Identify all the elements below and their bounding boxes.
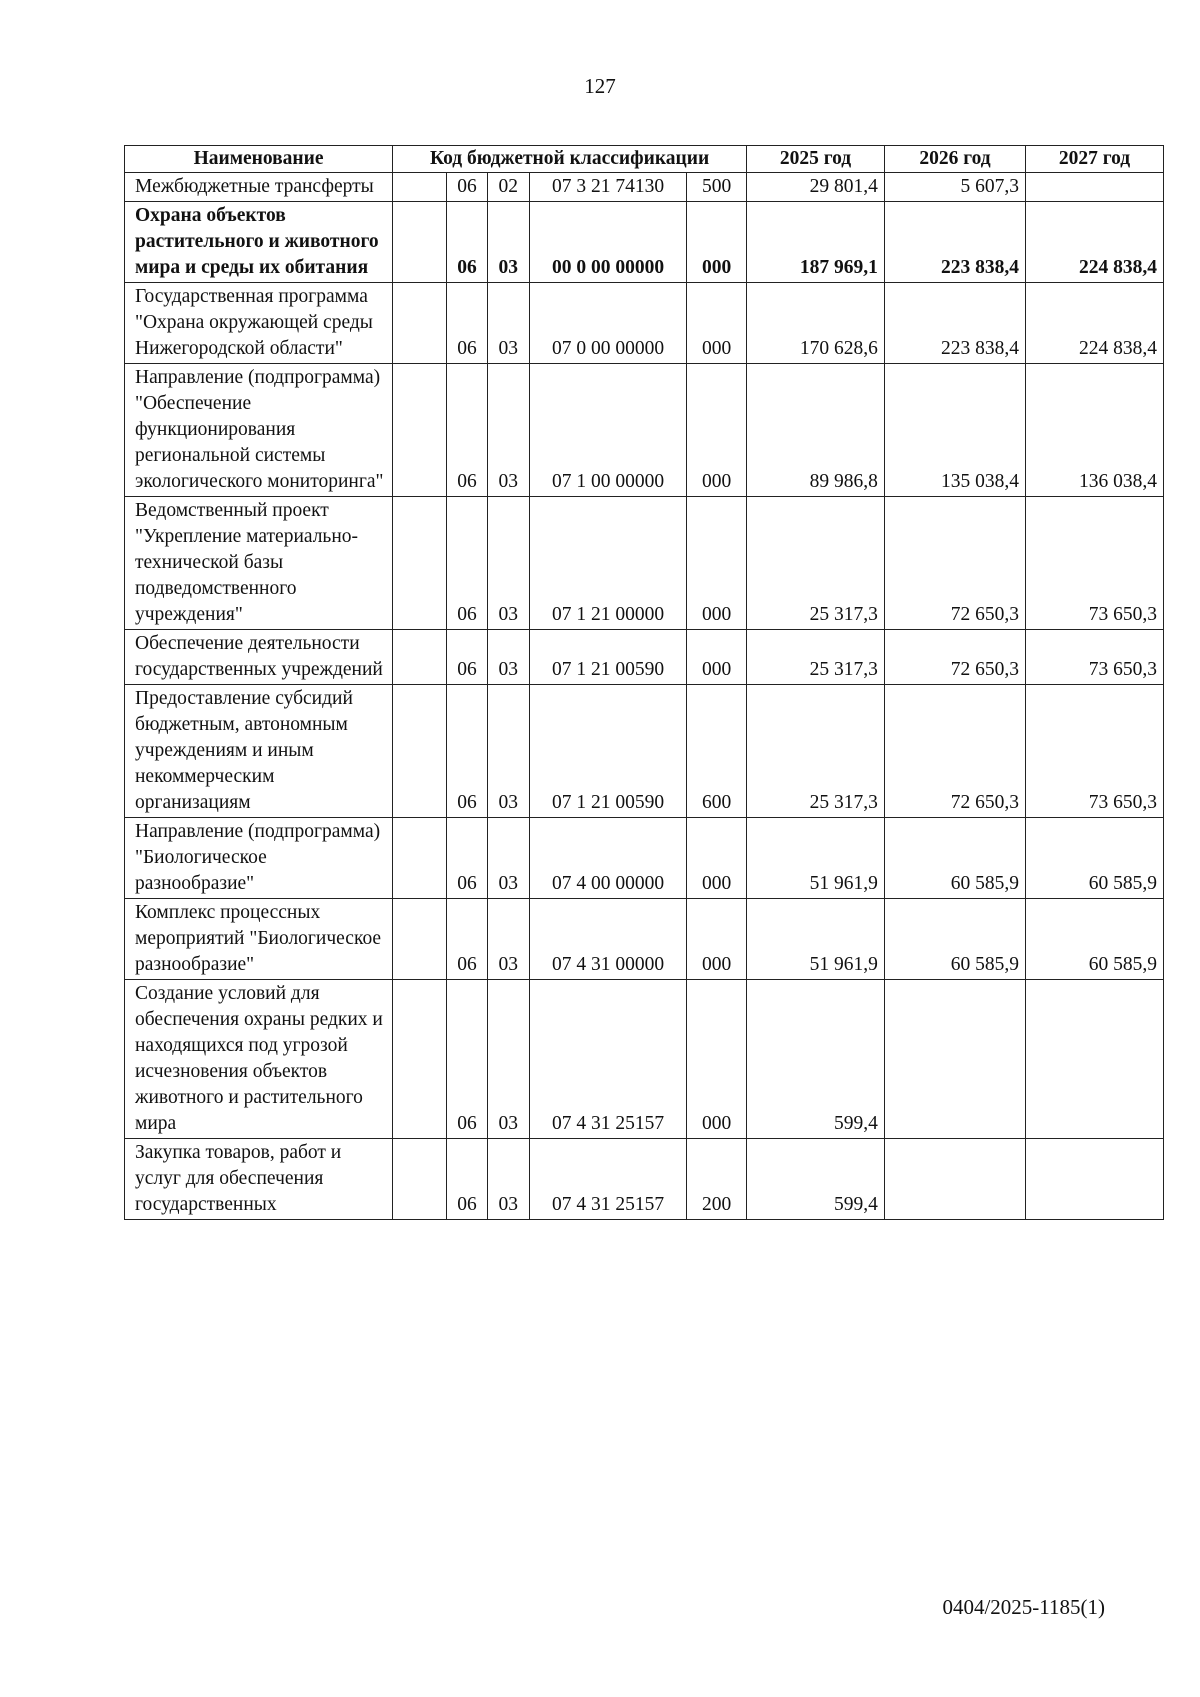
cell-section: 06 <box>447 630 487 685</box>
cell-name: Направление (подпрограмма) "Обеспечение функционирования региональной системы экологического мониторинга" <box>125 364 393 497</box>
header-2027: 2027 год <box>1026 146 1164 173</box>
cell-name: Государственная программа "Охрана окружающей среды Нижегородской области" <box>125 283 393 364</box>
cell-code-1 <box>393 497 447 630</box>
cell-code-1 <box>393 202 447 283</box>
table-row <box>125 283 1164 364</box>
cell-section: 06 <box>447 980 487 1139</box>
cell-section: 06 <box>447 283 487 364</box>
cell-2025: 25 317,3 <box>747 497 885 630</box>
header-name: Наименование <box>125 146 393 173</box>
table-row <box>125 980 1164 1139</box>
cell-name: Комплекс процессных мероприятий "Биологическое разнообразие" <box>125 899 393 980</box>
cell-target-article: 07 1 21 00000 <box>529 497 686 630</box>
cell-code-1 <box>393 283 447 364</box>
cell-2027: 60 585,9 <box>1026 818 1164 899</box>
cell-code-1 <box>393 1139 447 1220</box>
cell-subsection: 02 <box>487 173 529 202</box>
cell-subsection: 03 <box>487 818 529 899</box>
cell-2027: 73 650,3 <box>1026 685 1164 818</box>
cell-expense-type: 000 <box>687 980 747 1139</box>
cell-code-1 <box>393 899 447 980</box>
budget-table <box>124 145 1164 1220</box>
cell-target-article: 07 3 21 74130 <box>529 173 686 202</box>
cell-2026: 60 585,9 <box>884 899 1025 980</box>
cell-subsection: 03 <box>487 283 529 364</box>
cell-section: 06 <box>447 364 487 497</box>
table-row <box>125 497 1164 630</box>
cell-section: 06 <box>447 1139 487 1220</box>
header-2026: 2026 год <box>884 146 1025 173</box>
cell-subsection: 03 <box>487 202 529 283</box>
cell-code-1 <box>393 173 447 202</box>
table-row <box>125 364 1164 497</box>
cell-target-article: 07 4 31 25157 <box>529 1139 686 1220</box>
cell-expense-type: 200 <box>687 1139 747 1220</box>
cell-2026: 72 650,3 <box>884 497 1025 630</box>
cell-name: Ведомственный проект "Укрепление материально-технической базы подведомственного учреждения" <box>125 497 393 630</box>
cell-expense-type: 000 <box>687 202 747 283</box>
cell-2025: 599,4 <box>747 980 885 1139</box>
cell-target-article: 07 4 00 00000 <box>529 818 686 899</box>
cell-subsection: 03 <box>487 497 529 630</box>
cell-2025: 51 961,9 <box>747 899 885 980</box>
cell-2026: 72 650,3 <box>884 685 1025 818</box>
cell-expense-type: 000 <box>687 630 747 685</box>
cell-2025: 51 961,9 <box>747 818 885 899</box>
cell-name: Создание условий для обеспечения охраны редких и находящихся под угрозой исчезновения объектов животного и растительного мира <box>125 980 393 1139</box>
cell-2025: 25 317,3 <box>747 630 885 685</box>
cell-2027 <box>1026 173 1164 202</box>
cell-target-article: 07 4 31 00000 <box>529 899 686 980</box>
table-row <box>125 202 1164 283</box>
cell-expense-type: 000 <box>687 497 747 630</box>
cell-subsection: 03 <box>487 899 529 980</box>
cell-name: Направление (подпрограмма) "Биологическое разнообразие" <box>125 818 393 899</box>
cell-section: 06 <box>447 685 487 818</box>
cell-2026: 223 838,4 <box>884 283 1025 364</box>
cell-name: Предоставление субсидий бюджетным, автономным учреждениям и иным некоммерческим организациям <box>125 685 393 818</box>
cell-expense-type: 000 <box>687 364 747 497</box>
page-number: 127 <box>584 74 616 98</box>
cell-target-article: 07 1 21 00590 <box>529 685 686 818</box>
cell-expense-type: 000 <box>687 283 747 364</box>
table-row <box>125 630 1164 685</box>
cell-name: Межбюджетные трансферты <box>125 173 393 202</box>
cell-expense-type: 000 <box>687 899 747 980</box>
cell-section: 06 <box>447 818 487 899</box>
cell-name: Закупка товаров, работ и услуг для обеспечения государственных <box>125 1139 393 1220</box>
cell-section: 06 <box>447 173 487 202</box>
cell-target-article: 07 1 00 00000 <box>529 364 686 497</box>
cell-code-1 <box>393 685 447 818</box>
header-code: Код бюджетной классификации <box>393 146 747 173</box>
table-header-row <box>125 146 1164 173</box>
cell-2025: 25 317,3 <box>747 685 885 818</box>
cell-2025: 89 986,8 <box>747 364 885 497</box>
cell-2027 <box>1026 1139 1164 1220</box>
cell-2027: 224 838,4 <box>1026 202 1164 283</box>
cell-2027: 73 650,3 <box>1026 497 1164 630</box>
cell-subsection: 03 <box>487 630 529 685</box>
cell-section: 06 <box>447 202 487 283</box>
table-row <box>125 685 1164 818</box>
cell-name: Охрана объектов растительного и животного мира и среды их обитания <box>125 202 393 283</box>
cell-section: 06 <box>447 497 487 630</box>
cell-expense-type: 600 <box>687 685 747 818</box>
cell-subsection: 03 <box>487 685 529 818</box>
table-row <box>125 173 1164 202</box>
cell-expense-type: 000 <box>687 818 747 899</box>
document-id: 0404/2025-1185(1) <box>942 1595 1105 1619</box>
cell-2026: 72 650,3 <box>884 630 1025 685</box>
cell-2026: 5 607,3 <box>884 173 1025 202</box>
cell-2027: 136 038,4 <box>1026 364 1164 497</box>
cell-code-1 <box>393 818 447 899</box>
cell-subsection: 03 <box>487 364 529 497</box>
cell-target-article: 00 0 00 00000 <box>529 202 686 283</box>
table-row <box>125 899 1164 980</box>
table-row <box>125 818 1164 899</box>
cell-2027: 73 650,3 <box>1026 630 1164 685</box>
cell-2025: 170 628,6 <box>747 283 885 364</box>
cell-2026 <box>884 1139 1025 1220</box>
cell-code-1 <box>393 980 447 1139</box>
cell-2027 <box>1026 980 1164 1139</box>
cell-expense-type: 500 <box>687 173 747 202</box>
cell-2027: 60 585,9 <box>1026 899 1164 980</box>
cell-code-1 <box>393 364 447 497</box>
cell-section: 06 <box>447 899 487 980</box>
cell-2025: 187 969,1 <box>747 202 885 283</box>
header-2025: 2025 год <box>747 146 885 173</box>
cell-2027: 224 838,4 <box>1026 283 1164 364</box>
cell-subsection: 03 <box>487 1139 529 1220</box>
table-body <box>125 173 1164 1220</box>
table-row <box>125 1139 1164 1220</box>
cell-code-1 <box>393 630 447 685</box>
cell-subsection: 03 <box>487 980 529 1139</box>
cell-2026: 223 838,4 <box>884 202 1025 283</box>
cell-2025: 29 801,4 <box>747 173 885 202</box>
cell-2025: 599,4 <box>747 1139 885 1220</box>
cell-2026: 135 038,4 <box>884 364 1025 497</box>
cell-2026 <box>884 980 1025 1139</box>
cell-target-article: 07 1 21 00590 <box>529 630 686 685</box>
cell-2026: 60 585,9 <box>884 818 1025 899</box>
cell-target-article: 07 4 31 25157 <box>529 980 686 1139</box>
cell-target-article: 07 0 00 00000 <box>529 283 686 364</box>
cell-name: Обеспечение деятельности государственных учреждений <box>125 630 393 685</box>
